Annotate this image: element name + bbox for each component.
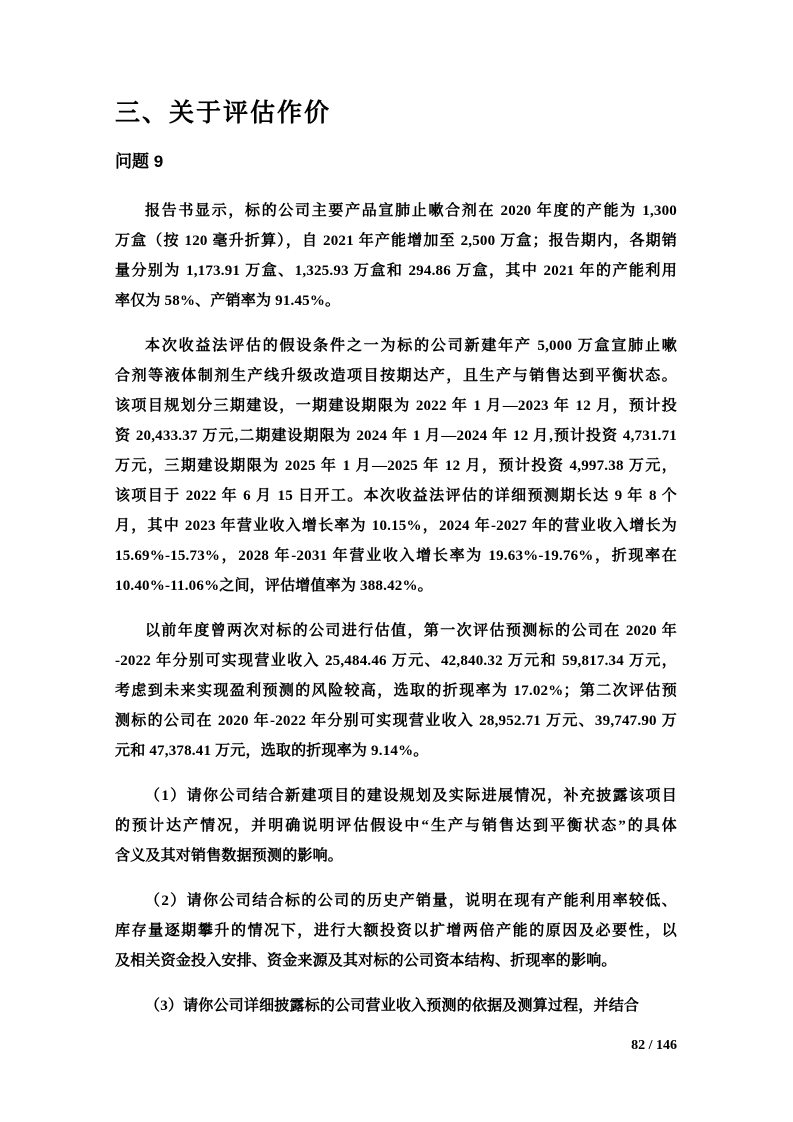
body-line: （1）请你公司结合新建项目的建设规划及实际进展情况，补充披露该项目 bbox=[145, 788, 677, 804]
body-line: 该项目规划分三期建设，一期建设期限为 2022 年 1 月—2023 年 12 月，预计投 bbox=[115, 398, 677, 414]
body-line: 资 20,433.37 万元,二期建设期限为 2024 年 1 月—2024 年 12 月,预计投资 4,731.71 bbox=[115, 428, 677, 444]
body-line: 10.40%-11.06%之间，评估增值率为 388.42%。 bbox=[115, 578, 433, 594]
paragraph bbox=[115, 331, 677, 601]
body-line: 含义及其对销售数据预测的影响。 bbox=[115, 848, 344, 864]
body-line: 及相关资金投入安排、资金来源及其对标的公司资本结构、折现率的影响。 bbox=[115, 953, 617, 969]
body-line: （2）请你公司结合标的公司的历史产销量，说明在现有产能利用率较低、 bbox=[145, 893, 677, 909]
paragraph bbox=[115, 781, 677, 871]
paragraph bbox=[115, 616, 677, 766]
body-line: 万盒（按 120 毫升折算），自 2021 年产能增加至 2,500 万盒；报告期内，各期销 bbox=[115, 233, 677, 249]
body-line: 的预计达产情况，并明确说明评估假设中“生产与销售达到平衡状态”的具体 bbox=[115, 818, 677, 834]
body-line: 合剂等液体制剂生产线升级改造项目按期达产，且生产与销售达到平衡状态。 bbox=[115, 368, 677, 384]
body-line: 考虑到未来实现盈利预测的风险较高，选取的折现率为 17.02%；第二次评估预 bbox=[115, 683, 677, 699]
body-line: 该项目于 2022 年 6 月 15 日开工。本次收益法评估的详细预测期长达 9 年 8 个 bbox=[115, 488, 677, 504]
body-line: 测标的公司在 2020 年-2022 年分别可实现营业收入 28,952.71 万元、39,747.90 万 bbox=[115, 713, 677, 729]
body-line: 量分别为 1,173.91 万盒、1,325.93 万盒和 294.86 万盒，其中 2021 年的产能利用 bbox=[115, 263, 677, 279]
paragraph bbox=[115, 886, 677, 976]
paragraph bbox=[115, 991, 677, 1021]
body-line: -2022 年分别可实现营业收入 25,484.46 万元、42,840.32 万元和 59,817.34 万元， bbox=[115, 653, 677, 669]
body-line: 库存量逐期攀升的情况下，进行大额投资以扩增两倍产能的原因及必要性，以 bbox=[115, 923, 677, 939]
body-line: 率仅为 58%、产销率为 91.45%。 bbox=[115, 293, 341, 309]
section-title: 三、关于评估作价 bbox=[115, 99, 332, 127]
body-line: 月，其中 2023 年营业收入增长率为 10.15%，2024 年-2027 年的营业收入增长为 bbox=[115, 518, 677, 534]
body-line: 15.69%-15.73%，2028 年-2031 年营业收入增长率为 19.63%-19.76%，折现率在 bbox=[115, 548, 677, 564]
body-line: 以前年度曾两次对标的公司进行估值，第一次评估预测标的公司在 2020 年 bbox=[145, 623, 677, 639]
body-line: 报告书显示，标的公司主要产品宣肺止嗽合剂在 2020 年度的产能为 1,300 bbox=[145, 203, 677, 219]
body-line: 万元，三期建设期限为 2025 年 1 月—2025 年 12 月，预计投资 4,997.38 万元， bbox=[115, 458, 677, 474]
body-line: 本次收益法评估的假设条件之一为标的公司新建年产 5,000 万盒宣肺止嗽 bbox=[145, 338, 677, 354]
paragraph bbox=[115, 196, 677, 316]
body-line: （3）请你公司详细披露标的公司营业收入预测的依据及测算过程，并结合 bbox=[145, 998, 640, 1014]
page-number: 82 / 146 bbox=[631, 1038, 677, 1053]
body-paragraphs bbox=[115, 196, 677, 1021]
document-content bbox=[115, 0, 677, 1056]
question-heading: 问题 9 bbox=[115, 152, 164, 171]
body-line: 元和 47,378.41 万元，选取的折现率为 9.14%。 bbox=[115, 743, 429, 759]
